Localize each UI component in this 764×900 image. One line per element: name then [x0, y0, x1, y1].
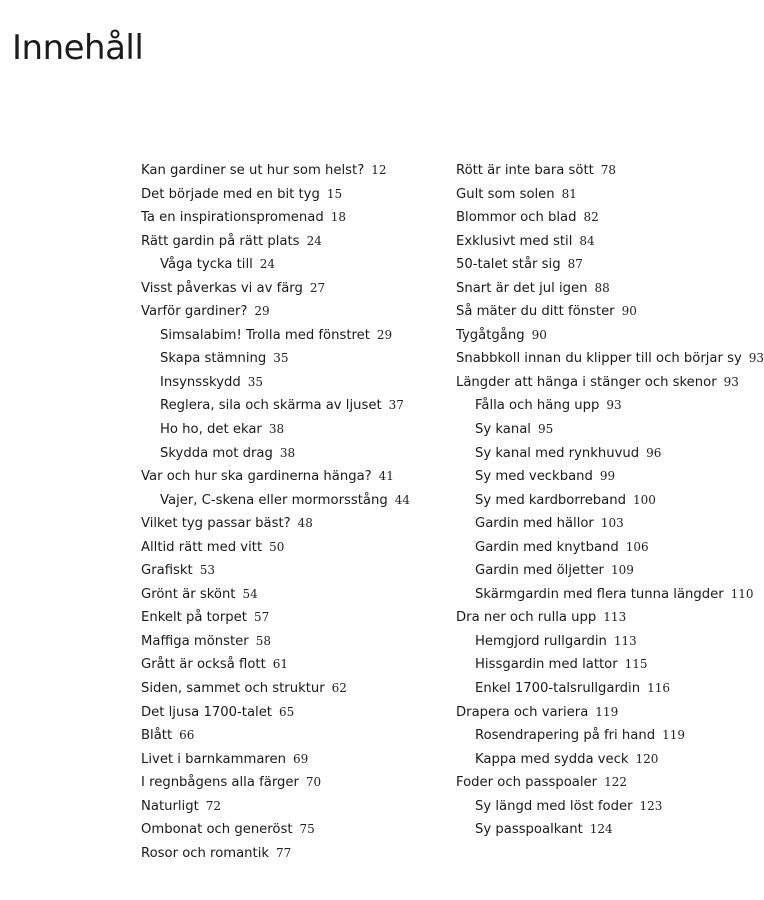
toc-entry	[141, 748, 436, 772]
toc-entry-page-number: 100	[633, 492, 656, 507]
toc-entry-page-number: 77	[276, 845, 292, 860]
toc-entry	[456, 230, 754, 254]
toc-entry-page-number: 57	[253, 610, 270, 625]
toc-entry-page-number: 35	[247, 374, 264, 389]
toc-entry-page-number: 58	[255, 633, 271, 648]
toc-entry-page-number: 15	[326, 186, 343, 201]
toc-entry-title: Hemgjord rullgardin	[475, 633, 607, 649]
toc-entry-title: Grafiskt	[141, 563, 193, 579]
toc-entry-page-number: 41	[378, 469, 394, 484]
toc-entry	[456, 300, 754, 324]
toc-entry-title: Naturligt	[141, 798, 199, 814]
toc-entry	[141, 253, 436, 277]
toc-entry-page-number: 123	[639, 798, 663, 813]
toc-entry-page-number: 12	[371, 163, 387, 177]
toc-entry-page-number: 29	[376, 327, 393, 342]
toc-entry	[141, 347, 436, 371]
toc-entry-title: Så mäter du ditt fönster	[456, 304, 615, 320]
toc-entry-page-number: 88	[594, 280, 610, 295]
toc-entry-page-number: 72	[205, 798, 222, 813]
toc-entry	[141, 489, 436, 513]
toc-entry-page-number: 24	[306, 233, 322, 248]
toc-entry-title: Skapa stämning	[160, 351, 267, 367]
toc-entry-title: Gult som solen	[456, 186, 555, 202]
toc-entry	[456, 442, 754, 466]
toc-entry-title: Livet i barnkammaren	[141, 751, 287, 767]
toc-entry	[456, 536, 754, 560]
toc-entry-title: Gardin med öljetter	[475, 563, 604, 579]
toc-entry-title: Kan gardiner se ut hur som helst?	[141, 163, 365, 178]
toc-entry	[456, 347, 764, 371]
toc-entry-page-number: 35	[273, 351, 289, 366]
toc-entry	[456, 630, 754, 654]
toc-entry-page-number: 70	[305, 775, 322, 790]
toc-entry-title: Grått är också flott	[141, 657, 266, 673]
toc-entry	[456, 606, 754, 630]
toc-entry-page-number: 120	[635, 751, 659, 766]
toc-entry-page-number: 37	[388, 398, 404, 413]
toc-entry-title: Sy passpoalkant	[475, 822, 583, 838]
toc-entry	[141, 677, 436, 701]
toc-entry-title: Enkel 1700-talsrullgardin	[475, 681, 641, 697]
toc-entry-page-number: 116	[647, 681, 670, 696]
toc-entry-page-number: 113	[613, 633, 637, 648]
toc-entry-page-number: 54	[242, 586, 258, 601]
toc-entry-page-number: 44	[394, 492, 411, 507]
toc-entry	[456, 748, 754, 772]
toc-entry-title: Maffiga mönster	[141, 633, 249, 649]
toc-entry-title: Skydda mot drag	[160, 445, 273, 461]
toc-entry	[456, 159, 754, 183]
toc-entry	[456, 771, 754, 795]
toc-entry	[141, 795, 436, 819]
toc-entry-title: Snart är det jul igen	[456, 280, 588, 296]
toc-entry	[141, 583, 436, 607]
toc-entry-title: Våga tycka till	[160, 257, 253, 273]
toc-entry-page-number: 61	[272, 657, 289, 672]
toc-entry-title: Gardin med hällor	[475, 516, 594, 532]
toc-entry-page-number: 93	[723, 374, 739, 389]
toc-entry-page-number: 103	[600, 516, 624, 531]
toc-entry-page-number: 65	[278, 704, 295, 719]
toc-entry	[141, 842, 436, 866]
toc-entry-page-number: 106	[625, 539, 649, 554]
toc-entry-title: Fålla och häng upp	[475, 398, 600, 414]
toc-entry	[141, 371, 436, 395]
toc-entry-page-number: 90	[621, 304, 637, 319]
toc-entry	[141, 536, 436, 560]
toc-entry-page-number: 113	[603, 610, 627, 625]
toc-entry	[456, 394, 754, 418]
toc-entry-title: Rosendrapering på fri hand	[475, 728, 656, 744]
toc-entry	[141, 230, 436, 254]
toc-entry	[456, 653, 754, 677]
toc-entry-title: Dra ner och rulla upp	[456, 610, 597, 626]
toc-entry	[456, 677, 754, 701]
toc-entry-title: Alltid rätt med vitt	[141, 539, 263, 555]
toc-entry-page-number: 62	[331, 681, 347, 696]
toc-entry	[141, 818, 436, 842]
toc-entry	[141, 442, 436, 466]
toc-entry-page-number: 84	[579, 233, 595, 248]
toc-entry	[456, 371, 754, 395]
toc-column-left	[141, 159, 436, 865]
toc-entry	[141, 701, 436, 725]
toc-entry-page-number: 96	[646, 445, 662, 460]
toc-entry-title: Blått	[141, 728, 173, 744]
toc-entry-title: Siden, sammet och struktur	[141, 681, 325, 697]
toc-entry-page-number: 81	[561, 186, 577, 201]
toc-entry-title: Kappa med sydda veck	[475, 751, 629, 767]
toc-entry-page-number: 78	[600, 163, 617, 177]
toc-entry	[141, 206, 436, 230]
toc-entry-title: Hissgardin med lattor	[475, 657, 618, 673]
toc-entry-title: Vajer, C-skena eller mormorsstång	[160, 492, 388, 508]
toc-entry-title: Grönt är skönt	[141, 586, 236, 602]
toc-entry-title: Ho ho, det ekar	[160, 422, 262, 438]
toc-column-right	[456, 159, 764, 842]
toc-entry	[141, 653, 436, 677]
toc-entry	[141, 159, 436, 183]
toc-entry-title: Längder att hänga i stänger och skenor	[456, 374, 717, 390]
toc-entry-page-number: 38	[279, 445, 296, 460]
toc-entry-title: Simsalabim! Trolla med fönstret	[160, 327, 370, 343]
toc-entry	[141, 324, 436, 348]
toc-entry-title: Sy kanal med rynkhuvud	[475, 445, 640, 461]
toc-entry	[141, 724, 436, 748]
toc-entry	[141, 606, 436, 630]
toc-entry-title: Var och hur ska gardinerna hänga?	[141, 469, 372, 485]
toc-entry	[456, 418, 754, 442]
toc-entry-page-number: 38	[268, 422, 285, 437]
toc-entry-title: Ta en inspirationspromenad	[141, 210, 324, 226]
toc-entry-page-number: 122	[604, 775, 627, 790]
toc-entry-title: Rosor och romantik	[141, 845, 270, 861]
toc-entry-page-number: 66	[179, 728, 195, 743]
toc-entry-title: Varför gardiner?	[141, 304, 248, 320]
toc-entry-page-number: 99	[599, 469, 616, 484]
toc-entry	[141, 465, 436, 489]
toc-entry	[141, 559, 436, 583]
toc-entry-title: Ombonat och generöst	[141, 822, 293, 838]
toc-entry-page-number: 119	[595, 704, 619, 719]
toc-entry-title: Rött är inte bara sött	[456, 163, 594, 178]
toc-entry-title: Det ljusa 1700-talet	[141, 704, 272, 720]
toc-entry-title: Reglera, sila och skärma av ljuset	[160, 398, 382, 414]
toc-entry-title: Enkelt på torpet	[141, 610, 247, 626]
toc-entry	[456, 489, 754, 513]
toc-entry	[456, 277, 754, 301]
toc-entry	[456, 253, 754, 277]
toc-entry-title: 50-talet står sig	[456, 257, 561, 273]
toc-entry	[141, 277, 436, 301]
toc-entry-page-number: 93	[606, 398, 622, 413]
toc-entry-title: Exklusivt med stil	[456, 233, 573, 249]
toc-entry	[141, 394, 436, 418]
toc-entry	[456, 724, 754, 748]
toc-entry	[141, 630, 436, 654]
toc-entry-title: Foder och passpoaler	[456, 775, 598, 791]
toc-entry-page-number: 29	[254, 304, 270, 319]
toc-entry	[141, 512, 436, 536]
toc-entry-page-number: 18	[330, 210, 346, 225]
toc-entry-title: Gardin med knytband	[475, 539, 619, 555]
toc-entry-title: Tygåtgång	[456, 327, 525, 343]
toc-entry-title: Sy med kardborreband	[475, 492, 626, 508]
toc-entry-title: I regnbågens alla färger	[141, 775, 299, 791]
toc-entry-title: Vilket tyg passar bäst?	[141, 516, 291, 532]
toc-entry-page-number: 69	[293, 751, 309, 766]
toc-entry-title: Sy med veckband	[475, 469, 593, 485]
toc-entry	[456, 795, 754, 819]
toc-entry	[456, 559, 754, 583]
toc-entry-page-number: 110	[730, 586, 754, 601]
toc-entry	[456, 818, 754, 842]
toc-entry-page-number: 95	[537, 422, 554, 437]
toc-entry-title: Skärmgardin med flera tunna längder	[475, 586, 724, 602]
toc-entry-page-number: 53	[199, 563, 215, 578]
toc-entry-title: Sy längd med löst foder	[475, 798, 633, 814]
toc-entry-page-number: 82	[583, 210, 599, 225]
toc-entry	[456, 583, 754, 607]
toc-entry-page-number: 119	[662, 728, 685, 743]
toc-entry	[141, 300, 436, 324]
toc-entry-title: Det började med en bit tyg	[141, 186, 320, 202]
toc-entry-title: Visst påverkas vi av färg	[141, 280, 303, 296]
toc-entry-page-number: 90	[531, 327, 547, 342]
toc-entry-title: Drapera och variera	[456, 704, 589, 720]
toc-entry	[141, 183, 436, 207]
toc-entry-title: Blommor och blad	[456, 210, 577, 226]
toc-entry	[141, 771, 436, 795]
toc-entry-title: Insynsskydd	[160, 374, 241, 390]
page-title: Innehåll	[12, 28, 144, 68]
toc-entry-title: Snabbkoll innan du klipper till och börjar sy	[456, 351, 742, 367]
toc-entry	[456, 512, 754, 536]
toc-entry	[456, 206, 754, 230]
toc-entry-page-number: 115	[624, 657, 648, 672]
toc-entry-page-number: 48	[297, 516, 313, 531]
toc-entry-title: Sy kanal	[475, 422, 531, 438]
toc-entry-page-number: 93	[748, 351, 764, 366]
toc-entry-page-number: 109	[610, 563, 634, 578]
toc-entry-page-number: 87	[567, 257, 583, 272]
toc-entry	[141, 418, 436, 442]
toc-entry	[456, 183, 754, 207]
toc-entry-page-number: 24	[259, 257, 276, 272]
toc-entry-page-number: 124	[589, 822, 613, 837]
toc-entry-title: Rätt gardin på rätt plats	[141, 233, 300, 249]
toc-entry-page-number: 75	[299, 822, 315, 837]
toc-entry-page-number: 27	[309, 280, 326, 295]
toc-entry	[456, 465, 754, 489]
toc-entry-page-number: 50	[269, 539, 285, 554]
toc-entry	[456, 324, 754, 348]
toc-entry	[456, 701, 754, 725]
